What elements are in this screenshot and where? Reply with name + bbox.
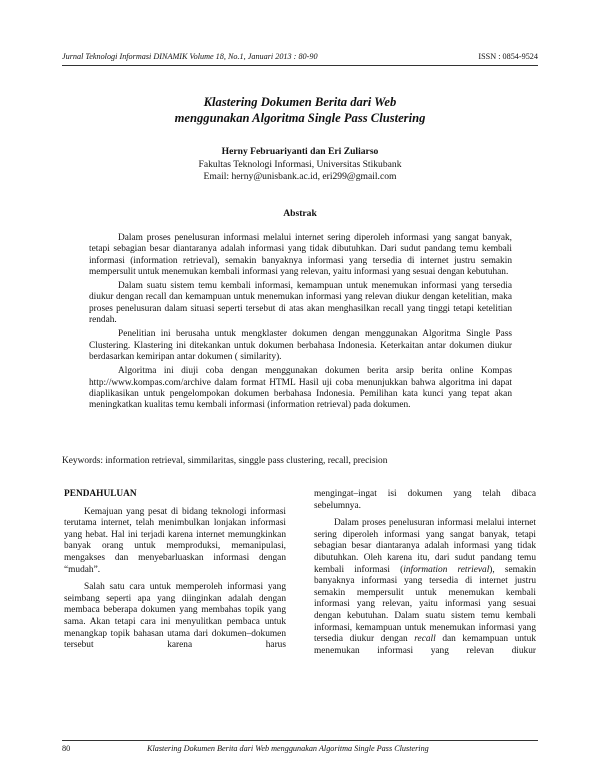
footer-rule bbox=[62, 740, 538, 741]
paper-title bbox=[62, 94, 538, 126]
section-heading: PENDAHULUAN bbox=[64, 489, 137, 499]
abstract-body bbox=[89, 233, 512, 414]
body-paragraph bbox=[314, 518, 536, 657]
abstract-paragraph: Algoritma ini diuji coba dengan menggunakan dokumen berita arsip berita online Kompas http://www.kompas.com/archive dalam format HTML Hasil uji coba menunjukkan bahwa algoritma ini dapat diaplikasikan untuk pengelompokan dokumen berbahasa Indonesia. Pemilihan kata kunci yang tepat akan meningkatkan kualitas temu kembali informasi (information retrieval) pada dokumen. bbox=[89, 366, 512, 411]
body-paragraph: Kemajuan yang pesat di bidang teknologi informasi terutama internet, telah menimbulkan lonjakan informasi yang hebat. Hal ini terjadi karena internet memungkinkan banyak orang untuk memproduksi, memanipulasi, mengakses dan menyebarluaskan informasi dengan “mudah”. bbox=[64, 506, 286, 575]
keywords: Keywords: information retrieval, simmilaritas, singgle pass clustering, recall, precision bbox=[62, 456, 388, 466]
author-names: Herny Februariyanti dan Eri Zuliarso bbox=[221, 146, 379, 157]
abstract-paragraph: Dalam proses penelusuran informasi melalui internet sering diperoleh informasi yang sangat banyak, tetapi sebagian besar diantaranya adalah informasi yang tidak dibutuhkan. Dari sudut pandang temu kembali informasi (information retrieval), semakin banyaknya informasi yang tersedia di internet justru semakin mempersulit untuk menemukan kembali informasi yang relevan, yaitu informasi yang sesuai dengan kebutuhan. bbox=[89, 233, 512, 277]
page-number: 80 bbox=[62, 744, 71, 753]
abstract-paragraph: Penelitian ini berusaha untuk mengklaster dokumen dengan menggunakan Algoritma Single Pass Clustering. Klastering ini ditekankan untuk dokumen berbahasa Indonesia. Keterkaitan antar dokumen diukur berdasarkan kemiripan antar dokumen ( similarity). bbox=[89, 329, 512, 362]
header-rule bbox=[62, 65, 538, 66]
abstract-paragraph: Dalam suatu sistem temu kembali informasi, kemampuan untuk menemukan informasi yang tersedia diukur dengan recall dan kemampuan untuk menemukan informasi yang relevan diukur dengan ketelitian, maka proses penelusuran dalam situasi seperti tersebut di atas akan menghasilkan recall yang tinggi tetapi ketelitian rendah. bbox=[89, 281, 512, 326]
right-column bbox=[314, 489, 536, 657]
title-line-1: Klastering Dokumen Berita dari Web bbox=[203, 95, 397, 109]
running-header-journal: Jurnal Teknologi Informasi DINAMIK Volume 18, No.1, Januari 2013 : 80-90 bbox=[62, 52, 318, 61]
italic-term: information retrieval bbox=[403, 564, 490, 575]
body-paragraph: Salah satu cara untuk memperoleh informasi yang seimbang seperti apa yang diinginkan adalah dengan membaca beberapa dokumen yang membahas topik yang sama. Akan tetapi cara ini menyulitkan pembaca untuk menangkap topik bahasan utama dari dokumen–dokumen tersebut karena harus bbox=[64, 582, 286, 651]
running-header-issn: ISSN : 0854-9524 bbox=[478, 52, 538, 61]
body-paragraph-continuation: mengingat–ingat isi dokumen yang telah dibaca sebelumnya. bbox=[314, 489, 536, 511]
author-affiliation: Fakultas Teknologi Informasi, Universitas Stikubank bbox=[198, 158, 402, 170]
abstract-heading: Abstrak bbox=[283, 208, 317, 219]
left-column bbox=[64, 489, 286, 652]
italic-term: recall bbox=[414, 634, 436, 645]
title-line-2: menggunakan Algoritma Single Pass Clustering bbox=[174, 111, 426, 125]
text-run: ), semakin banyaknya informasi yang tersedia di internet justru semakin mempersulit untuk menemukan kembali informasi yang relevan, yaitu informasi yang sesuai dengan kebutuhan. Dalam suatu sistem temu kembali informasi, kemampuan untuk menemukan informasi yang tersedia diukur dengan bbox=[314, 564, 536, 645]
text-run: Dalam proses penelusuran informasi melalui internet sering diperoleh informasi yang sangat banyak, tetapi sebagian besar diantaranya adalah informasi yang tidak dibutuhkan. Oleh karena itu, dari sudut pandang temu kembali informasi ( bbox=[314, 518, 536, 575]
author-block bbox=[62, 146, 538, 184]
author-email: Email: herny@unisbank.ac.id, eri299@gmail.com bbox=[203, 171, 397, 182]
running-footer-title: Klastering Dokumen Berita dari Web menggunakan Algoritma Single Pass Clustering bbox=[147, 744, 429, 753]
text-run: dan kemampuan untuk menemukan informasi yang relevan diukur bbox=[314, 634, 536, 656]
